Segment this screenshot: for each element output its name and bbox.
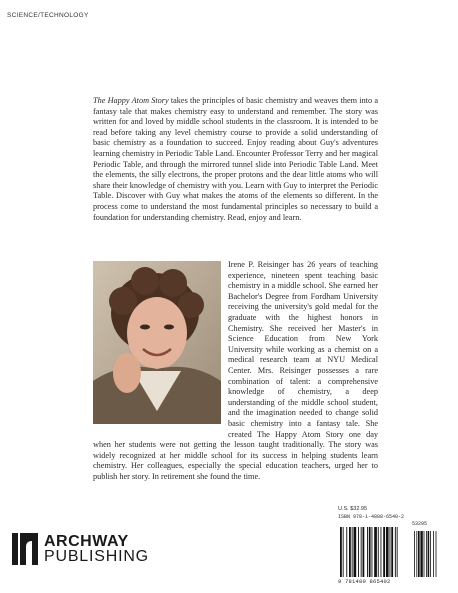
bio-text: Irene P. Reisinger has 26 years of teaching experience, nineteen spent teaching basic chemistry in a middle school. She earned her Bachelor's Degree from Fordham University receiving the university's gold medal for the graduate with the highest honors in Chemistry. She received her Master's in Science Education from New York University while working as a chemist on a medical research team at NYU Medical Center. Mrs. Reisinger possesses a rare combination of talent: a comprehensive knowledge of chemistry, a deep understanding of the middle school student, and the imagination needed to change solid basic chemistry into a fantasy tale. She created The Happy Atom Story one day when her students were not getting the lesson taught traditionally. The story was widely recognized at her middle school for its success in helping students learn chemistry. Her colleagues, especially the special education teachers, urged her to publish her story. In retirement she found the time. bbox=[93, 260, 378, 481]
book-title: The Happy Atom Story bbox=[93, 96, 169, 105]
book-blurb bbox=[93, 96, 378, 223]
category-label: SCIENCE/TECHNOLOGY bbox=[7, 12, 89, 19]
blurb-text: takes the principles of basic chemistry and weaves them into a fantasy tale that makes chemistry easy to understand and remember. The story was written for and loved by middle school students in the classroom. It is intended to be read before taking any level chemistry course to provide a solid understanding of basic chemistry as a foundation to succeed. Enjoy reading about Guy's adventures learning chemistry in Periodic Table Land. Encounter Professor Terry and her magical Periodic Table, and through the mirrored tunnel slide into Periodic Table Land. Meet the elements, the silly electrons, the proper protons and the dear little atoms who will share their knowledge of chemistry with you. Learn with Guy to interpret the Periodic Table. Discover with Guy what makes the atoms of the elements so different. In the process come to understand the most fundamental principles so necessary to build a foundation for understanding chemistry. Read, enjoy and learn. bbox=[93, 96, 378, 222]
publisher-logo bbox=[12, 532, 149, 566]
ean-number: 9 781480 865402 bbox=[338, 578, 391, 585]
author-bio bbox=[93, 260, 378, 482]
barcode-image bbox=[340, 527, 444, 577]
publisher-name-line1: ARCHWAY bbox=[44, 533, 129, 550]
isbn-label: ISBN 978-1-4808-6540-2 bbox=[338, 514, 405, 520]
archway-logo-icon bbox=[12, 533, 38, 565]
publisher-name-line2: PUBLISHING bbox=[44, 548, 149, 565]
price-label: U.S. $32.95 bbox=[338, 506, 368, 512]
price-addon-number: 53295 bbox=[412, 521, 428, 527]
